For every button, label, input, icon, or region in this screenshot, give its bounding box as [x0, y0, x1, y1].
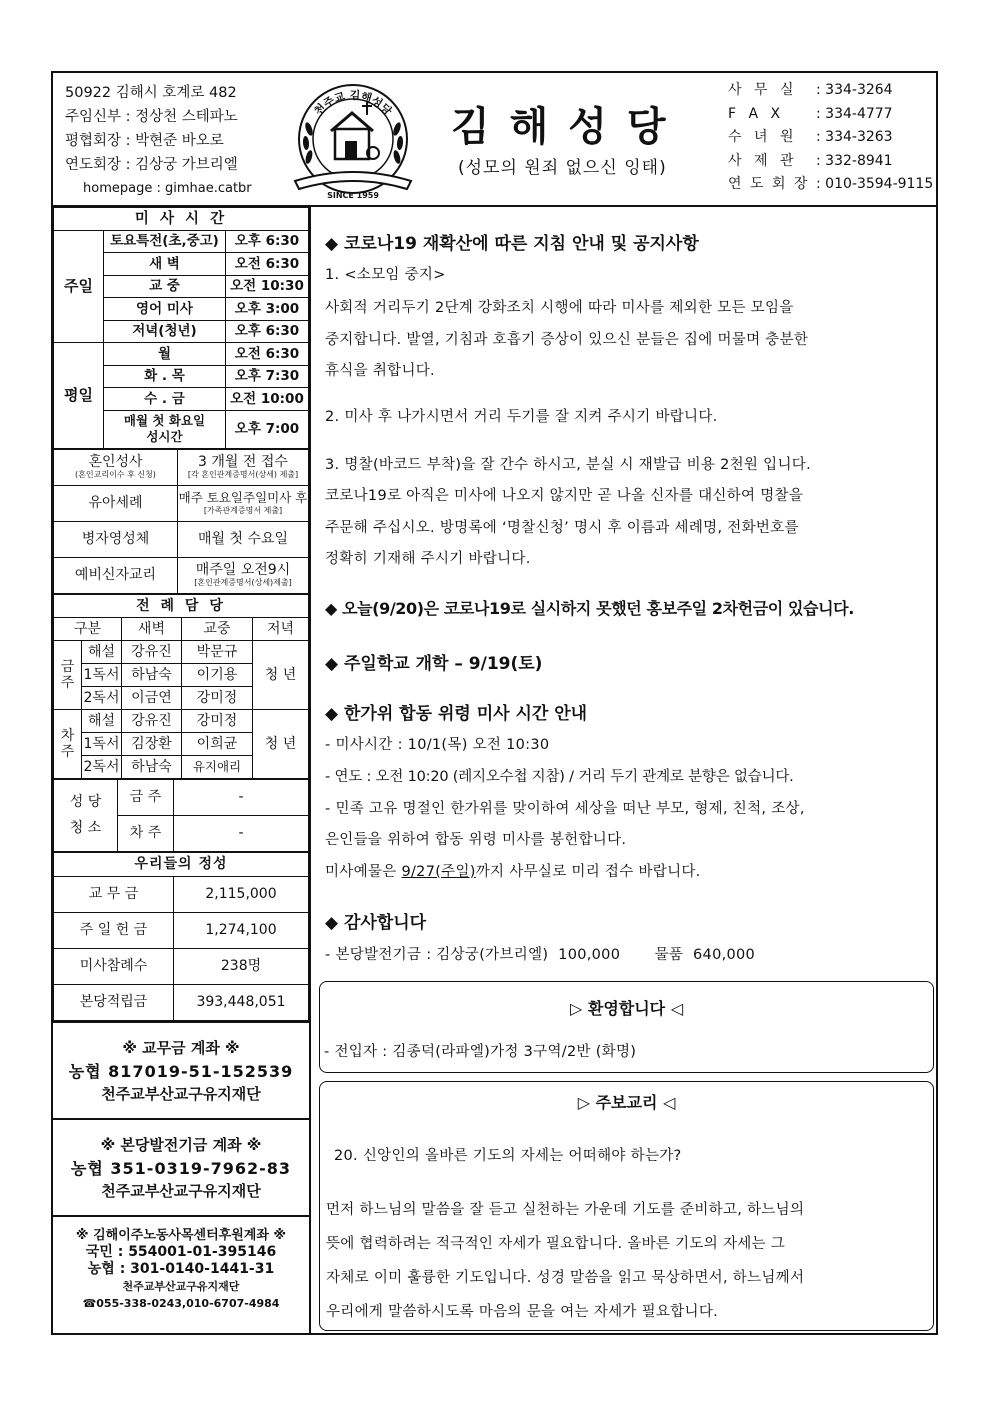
cleaning-week: 차 주	[118, 815, 174, 851]
service-value: 매월 첫 수요일	[178, 521, 309, 557]
covid-line: 2. 미사 후 나가시면서 거리 두기를 잘 지켜 주시기 바랍니다.	[325, 409, 718, 425]
chuseok-notice-title: ◆ 한가위 합동 위령 미사 시간 안내	[325, 704, 588, 724]
covid-notice-title: ◆ 코로나19 재확산에 따른 지침 안내 및 공지사항	[325, 234, 699, 254]
contact-label: 연 도 회 장	[728, 176, 810, 192]
liturgy-main: 이기용	[181, 663, 252, 686]
covid-line: 사회적 거리두기 2단계 강화조치 시행에 따라 미사를 제외한 모든 모임을	[325, 300, 794, 316]
mass-schedule-heading: 미 사 시 간	[54, 208, 309, 231]
liturgy-dawn: 강유진	[122, 709, 182, 732]
mass-time: 오전 6:30	[225, 343, 308, 366]
second-collection-notice: ◆ 오늘(9/20)은 코로나19로 실시하지 못했던 홍보주일 2차헌금이 있습니다.	[325, 599, 854, 618]
cleaning-label: 성 당 청 소	[54, 779, 118, 851]
welcome-title: ▷ 환영합니다 ◁	[569, 999, 684, 1018]
service-value: 매주일 오전9시	[195, 562, 291, 578]
thanks-line: - 본당발전기금 : 김상궁(가브리엘) 100,000 물품 640,000	[325, 947, 756, 963]
liturgy-table	[53, 594, 309, 779]
mass-time: 오후 6:30	[225, 230, 308, 253]
liturgy-role: 1독서	[82, 663, 122, 686]
liturgy-role: 해설	[82, 709, 122, 732]
liturgy-evening: 청 년	[253, 709, 309, 778]
catechism-answer-line: 먼저 하느님의 말씀을 잘 듣고 실천하는 가운데 기도를 준비하고, 하느님의	[326, 1202, 805, 1218]
sunday-school-notice: ◆ 주일학교 개학 – 9/19(토)	[325, 654, 543, 674]
deadline-suffix: 까지 사무실로 미리 접수 바랍니다.	[475, 864, 701, 880]
liturgy-week-label: 금 주	[54, 640, 82, 709]
contact-convent	[728, 126, 933, 150]
mass-time: 오전 10:00	[225, 388, 308, 411]
service-value: 매주 토요일주일미사 후	[178, 490, 308, 505]
account-number: 농협 351-0319-7962-83	[70, 1158, 292, 1178]
catechism-question: 20. 신앙인의 올바른 기도의 자세는 어떠해야 하는가?	[334, 1148, 682, 1164]
service-value-note: [가족관계증명서 제출]	[203, 506, 283, 515]
contact-label: 수 녀 원	[728, 129, 798, 145]
contact-label: 사 제 관	[728, 152, 798, 169]
liturgy-dawn: 김장환	[122, 732, 182, 755]
tithe-account	[53, 1021, 309, 1120]
migrant-center-account	[53, 1217, 309, 1322]
contact-value: : 334-3264	[816, 82, 893, 98]
liturgy-col-header: 구분	[54, 617, 122, 640]
account-number: 농협 817019-51-152539	[68, 1061, 294, 1081]
mass-time: 오전 10:30	[225, 275, 308, 298]
liturgy-week-label: 차 주	[54, 709, 82, 778]
catechism-answer-line: 우리에게 말씀하시도록 마음의 문을 여는 자세가 필요합니다.	[326, 1304, 719, 1320]
account-title: ※ 교무금 계좌 ※	[122, 1038, 240, 1057]
parish-subtitle: (성모의 원죄 없으신 잉태)	[458, 158, 667, 178]
liturgy-dawn: 하남숙	[122, 755, 182, 778]
offering-value: 2,115,000	[174, 876, 309, 912]
liturgy-dawn: 하남숙	[122, 663, 182, 686]
service-label: 병자영성체	[54, 521, 178, 557]
contact-office	[728, 79, 933, 103]
mass-time: 오전 6:30	[225, 253, 308, 276]
support-line: 국민 : 554001-01-395146	[85, 1243, 277, 1260]
logo-ring-text: 천주교 김해성당	[311, 88, 395, 118]
chuseok-line: - 미사시간 : 10/1(목) 오전 10:30	[325, 737, 550, 753]
offering-label: 주 일 헌 금	[54, 912, 174, 948]
left-column	[53, 207, 311, 1335]
mass-name: 매월 첫 화요일 성시간	[104, 410, 226, 448]
mass-name: 토요특전(초,중고)	[104, 230, 226, 253]
service-label: 유아세례	[54, 485, 178, 521]
service-value-cell	[178, 449, 309, 485]
mass-time: 오후 7:30	[225, 365, 308, 388]
covid-line: 1. <소모임 중지>	[325, 267, 446, 283]
covid-line: 3. 명찰(바코드 부착)을 잘 간수 하시고, 분실 시 재발급 비용 2천원 입니다.	[325, 457, 811, 473]
mass-time: 오후 6:30	[225, 320, 308, 343]
contact-label: 사 무 실	[728, 82, 798, 98]
bulletin-page	[51, 71, 938, 1335]
offering-label: 본당적립금	[54, 984, 174, 1020]
bulletin-header	[53, 73, 936, 207]
liturgy-role: 해설	[82, 640, 122, 663]
homepage-link[interactable]: homepage : gimhae.catbr	[83, 181, 252, 196]
sunday-label: 주일	[54, 230, 104, 343]
liturgy-dawn: 강유진	[122, 640, 182, 663]
deadline-date: 9/27(주일)	[401, 864, 476, 880]
liturgy-role: 1독서	[82, 732, 122, 755]
covid-line: 코로나19로 아직은 미사에 나오지 않지만 곧 나올 신자를 대신하여 명찰을	[325, 488, 804, 504]
liturgy-main: 강미정	[181, 686, 252, 709]
chuseok-line: - 연도 : 오전 10:20 (레지오수첩 지참) / 거리 두기 관계로 분향은 없습니다.	[325, 769, 794, 785]
cleaning-week: 금 주	[118, 779, 174, 815]
cleaning-value: -	[174, 779, 309, 815]
support-line: ☎055-338-0243,010-6707-4984	[82, 1296, 280, 1310]
pastor: 주임신부 : 정상천 스테파노	[65, 109, 238, 125]
liturgy-main: 이희균	[181, 732, 252, 755]
chuseok-line: - 민족 고유 명절인 한가위를 맞이하여 세상을 떠난 부모, 형제, 친척, 조상,	[325, 801, 805, 817]
offerings-heading: 우리들의 정성	[54, 852, 309, 876]
covid-line: 중지합니다. 발열, 기침과 호흡기 증상이 있으신 분들은 집에 머물며 충분한	[325, 332, 809, 348]
contact-fax	[728, 103, 933, 127]
contact-yeondo	[728, 173, 933, 197]
service-value: 3 개월 전 접수	[198, 454, 288, 470]
covid-line: 정확히 기재해 주시기 바랍니다.	[325, 551, 531, 567]
support-line: 농협 : 301-0140-1441-31	[87, 1260, 275, 1277]
chuseok-deadline	[325, 860, 701, 881]
weekday-label: 평일	[54, 343, 104, 449]
cleaning-value: -	[174, 815, 309, 851]
mass-time: 오후 3:00	[225, 298, 308, 321]
right-column	[315, 207, 936, 1335]
catechism-box	[319, 1081, 934, 1331]
liturgy-main: 강미정	[181, 709, 252, 732]
sacraments-table	[53, 449, 309, 594]
mass-name: 교 중	[104, 275, 226, 298]
mass-name: 새 벽	[104, 253, 226, 276]
catechism-answer-line: 자체로 이미 훌륭한 기도입니다. 성경 말씀을 읽고 묵상하면서, 하느님께서	[326, 1270, 805, 1286]
liturgy-heading: 전 례 담 당	[54, 594, 309, 617]
parish-info	[65, 81, 252, 201]
liturgy-role: 2독서	[82, 686, 122, 709]
mass-name: 월	[104, 343, 226, 366]
thanks-title: ◆ 감사합니다	[325, 913, 427, 933]
service-value-note: [혼인관계증명서(상세)제출]	[194, 578, 292, 587]
contact-list	[728, 79, 933, 197]
mass-name: 수 . 금	[104, 388, 226, 411]
mass-schedule-table	[53, 207, 309, 449]
contact-value: : 334-3263	[816, 129, 893, 145]
support-line: 천주교부산교구유지재단	[122, 1279, 240, 1293]
welcome-box	[319, 981, 934, 1073]
service-label-cell	[54, 449, 178, 485]
cleaning-table	[53, 779, 309, 852]
deadline-prefix: 미사예물은	[325, 864, 402, 880]
logo-since-text: SINCE 1959	[327, 191, 379, 200]
catechism-title: ▷ 주보교리 ◁	[577, 1093, 676, 1112]
council-president: 평협회장 : 박현준 바오로	[65, 133, 224, 149]
service-value-note: [각 혼인관계증명서(상세) 제출]	[187, 470, 299, 479]
service-value-cell	[178, 485, 309, 521]
liturgy-evening: 청 년	[253, 640, 309, 709]
liturgy-main: 박문규	[181, 640, 252, 663]
development-fund-account	[53, 1120, 309, 1217]
offering-value: 238명	[174, 948, 309, 984]
mass-name: 화 . 목	[104, 365, 226, 388]
parish-address: 50922 김해시 호계로 482	[65, 85, 237, 101]
yeondo-president: 연도회장 : 김상궁 가브리엘	[65, 157, 238, 173]
liturgy-col-header: 교중	[181, 617, 252, 640]
service-label: 예비신자교리	[54, 557, 178, 593]
service-label-note: (혼인교리이수 후 신청)	[75, 470, 156, 479]
catechism-answer-line: 뜻에 협력하려는 적극적인 자세가 필요합니다. 올바른 기도의 자세는 그	[326, 1236, 786, 1252]
account-title: ※ 본당발전기금 계좌 ※	[100, 1135, 262, 1154]
offerings-table	[53, 852, 309, 1021]
offering-label: 교 무 금	[54, 876, 174, 912]
mass-name: 영어 미사	[104, 298, 226, 321]
covid-line: 주문해 주십시오. 방명록에 ‘명찰신청’ 명시 후 이름과 세례명, 전화번호를	[325, 520, 799, 536]
liturgy-role: 2독서	[82, 755, 122, 778]
contact-label: F A X	[728, 105, 785, 122]
contact-rectory	[728, 150, 933, 174]
covid-line: 휴식을 취합니다.	[325, 363, 435, 379]
contact-value: : 334-4777	[816, 105, 893, 122]
account-owner: 천주교부산교구유지재단	[101, 1084, 261, 1103]
support-title: ※ 김해이주노동사목센터후원계좌 ※	[75, 1227, 287, 1243]
liturgy-main: 유지애리	[181, 755, 252, 778]
parish-title: 김해성당	[451, 104, 686, 150]
mass-time: 오후 7:00	[225, 410, 308, 448]
service-value-cell	[178, 557, 309, 593]
welcome-line: - 전입자 : 김종덕(라파엘)가정 3구역/2반 (화명)	[324, 1044, 637, 1060]
offering-value: 1,274,100	[174, 912, 309, 948]
parish-logo	[289, 79, 417, 203]
offering-label: 미사참례수	[54, 948, 174, 984]
contact-value: : 010-3594-9115	[816, 176, 934, 192]
mass-name: 저녁(청년)	[104, 320, 226, 343]
chuseok-line: 은인들을 위하여 합동 위령 미사를 봉헌합니다.	[325, 832, 627, 848]
liturgy-col-header: 저녁	[253, 617, 309, 640]
account-owner: 천주교부산교구유지재단	[101, 1181, 261, 1200]
service-label: 혼인성사	[88, 454, 143, 470]
liturgy-dawn: 이금연	[122, 686, 182, 709]
contact-value: : 332-8941	[816, 152, 893, 169]
liturgy-col-header: 새벽	[122, 617, 182, 640]
offering-value: 393,448,051	[174, 984, 309, 1020]
